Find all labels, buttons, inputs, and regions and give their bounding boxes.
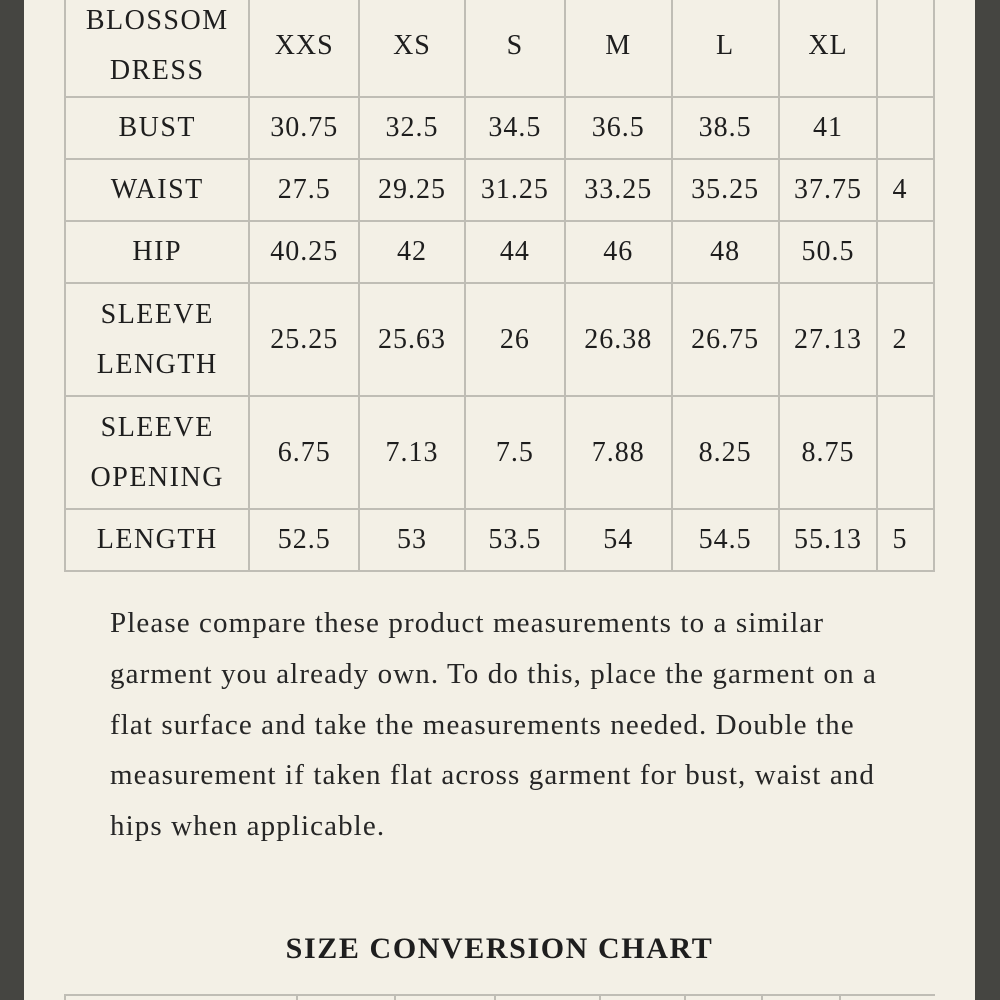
measurement-value-cell: 46 [565, 221, 672, 283]
measurement-value-cell: 8.25 [672, 396, 779, 509]
measurement-label-cell [65, 221, 249, 283]
measurement-value-cell [877, 97, 934, 159]
size-chart-table [64, 0, 935, 572]
measurement-value-cell: 25.63 [359, 283, 465, 396]
size-header-cell: XL [779, 0, 878, 97]
measurement-value-cell: 38.5 [672, 97, 779, 159]
measurement-value-cell: 50.5 [779, 221, 878, 283]
measurement-value-cell: 53 [359, 509, 465, 571]
measurement-value-cell: 26.75 [672, 283, 779, 396]
measurement-label-cell [65, 97, 249, 159]
size-header-cell [877, 0, 934, 97]
measurement-value-cell: 2 [877, 283, 934, 396]
measurement-value-cell: 41 [779, 97, 878, 159]
measurement-value-cell: 7.88 [565, 396, 672, 509]
measurement-label-cell [65, 283, 249, 396]
measurement-instructions: Please compare these product measurements to a similar garment you already own. To do this, place the garment on a flat surface and take the measurements needed. Double the measurement if taken flat across garment for bust, waist and hips when applicable. [110, 607, 877, 843]
size-conversion-chart-title: SIZE CONVERSION CHART [285, 932, 714, 965]
measurement-value-cell: 35.25 [672, 159, 779, 221]
measurement-value-cell: 40.25 [249, 221, 359, 283]
size-conversion-table-top [64, 994, 935, 1000]
measurement-value-cell: 53.5 [465, 509, 565, 571]
table-row [65, 283, 934, 396]
table-row [65, 159, 934, 221]
table-row [65, 221, 934, 283]
measurement-label-cell-line: SLEEVE [100, 298, 214, 330]
measurement-value-cell [877, 221, 934, 283]
measurement-value-cell: 42 [359, 221, 465, 283]
measurement-label-cell [65, 396, 249, 509]
measurement-label-cell-line: BUST [118, 112, 197, 143]
table-row [65, 509, 934, 571]
measurement-label-cell-line: LENGTH [96, 524, 218, 555]
size-header-cell: XS [359, 0, 465, 97]
measurement-value-cell: 26 [465, 283, 565, 396]
size-header-cell: S [465, 0, 565, 97]
table-row [65, 97, 934, 159]
measurement-value-cell: 27.13 [779, 283, 878, 396]
measurement-value-cell: 54 [565, 509, 672, 571]
measurement-label-cell-line: SLEEVE [100, 411, 214, 443]
product-title-cell [65, 0, 249, 97]
measurement-label-cell [65, 509, 249, 571]
measurement-value-cell: 27.5 [249, 159, 359, 221]
product-title-cell-line: BLOSSOM [85, 5, 229, 36]
table-row [65, 396, 934, 509]
measurement-value-cell: 4 [877, 159, 934, 221]
measurement-value-cell: 37.75 [779, 159, 878, 221]
measurement-value-cell: 54.5 [672, 509, 779, 571]
measurement-value-cell: 36.5 [565, 97, 672, 159]
measurement-value-cell: 8.75 [779, 396, 878, 509]
measurement-label-cell-line: OPENING [90, 461, 224, 493]
measurement-label-cell-line: HIP [132, 236, 183, 267]
measurement-value-cell: 7.13 [359, 396, 465, 509]
measurement-label-cell-line: LENGTH [96, 348, 218, 380]
measurement-value-cell: 34.5 [465, 97, 565, 159]
measurement-value-cell: 32.5 [359, 97, 465, 159]
measurement-value-cell: 44 [465, 221, 565, 283]
measurement-value-cell [877, 396, 934, 509]
measurement-value-cell: 48 [672, 221, 779, 283]
size-header-cell: L [672, 0, 779, 97]
measurement-value-cell: 25.25 [249, 283, 359, 396]
size-guide-panel [24, 0, 975, 1000]
measurement-value-cell: 52.5 [249, 509, 359, 571]
measurement-value-cell: 6.75 [249, 396, 359, 509]
size-chart-table-wrapper[interactable] [64, 0, 935, 572]
measurement-label-cell-line: WAIST [110, 174, 204, 205]
measurement-value-cell: 29.25 [359, 159, 465, 221]
measurement-value-cell: 7.5 [465, 396, 565, 509]
measurement-label-cell [65, 159, 249, 221]
product-title-cell-line: DRESS [109, 55, 205, 86]
measurement-value-cell: 30.75 [249, 97, 359, 159]
measurement-value-cell: 33.25 [565, 159, 672, 221]
measurement-value-cell: 5 [877, 509, 934, 571]
measurement-value-cell: 26.38 [565, 283, 672, 396]
measurement-value-cell: 31.25 [465, 159, 565, 221]
measurement-value-cell: 55.13 [779, 509, 878, 571]
size-header-cell: M [565, 0, 672, 97]
table-header-row [65, 0, 934, 97]
size-header-cell: XXS [249, 0, 359, 97]
